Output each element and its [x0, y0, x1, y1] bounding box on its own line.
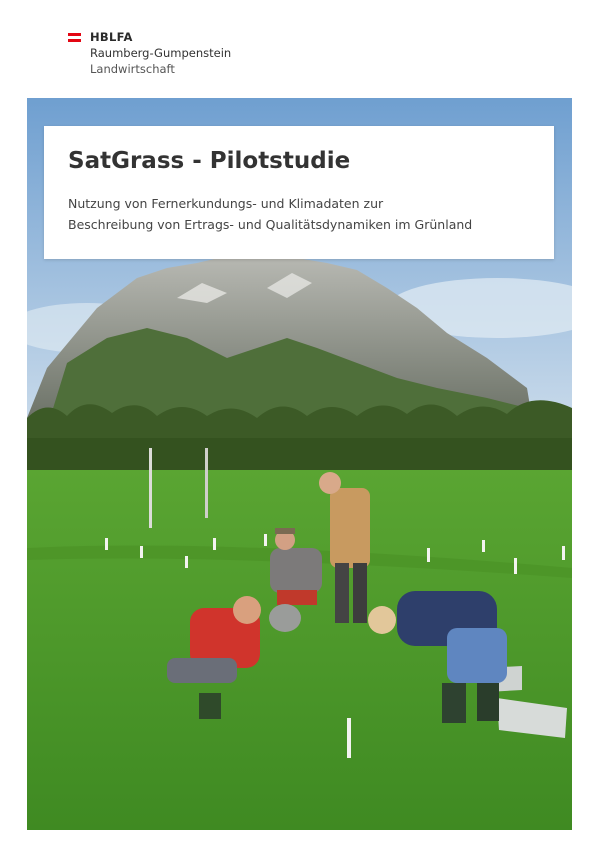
logo-department: Landwirtschaft — [90, 62, 175, 76]
logo-institution-name: Raumberg-Gumpenstein — [90, 46, 232, 60]
logo-acronym: HBLFA — [90, 30, 133, 44]
title-panel — [44, 126, 554, 259]
document-title: SatGrass - Pilotstudie — [68, 148, 351, 174]
document-subtitle-line-1: Nutzung von Fernerkundungs- und Klimadaten zur — [68, 196, 384, 211]
document-subtitle-line-2: Beschreibung von Ertrags- und Qualitätsdynamiken im Grünland — [68, 217, 473, 232]
austria-flag-icon — [68, 33, 81, 42]
